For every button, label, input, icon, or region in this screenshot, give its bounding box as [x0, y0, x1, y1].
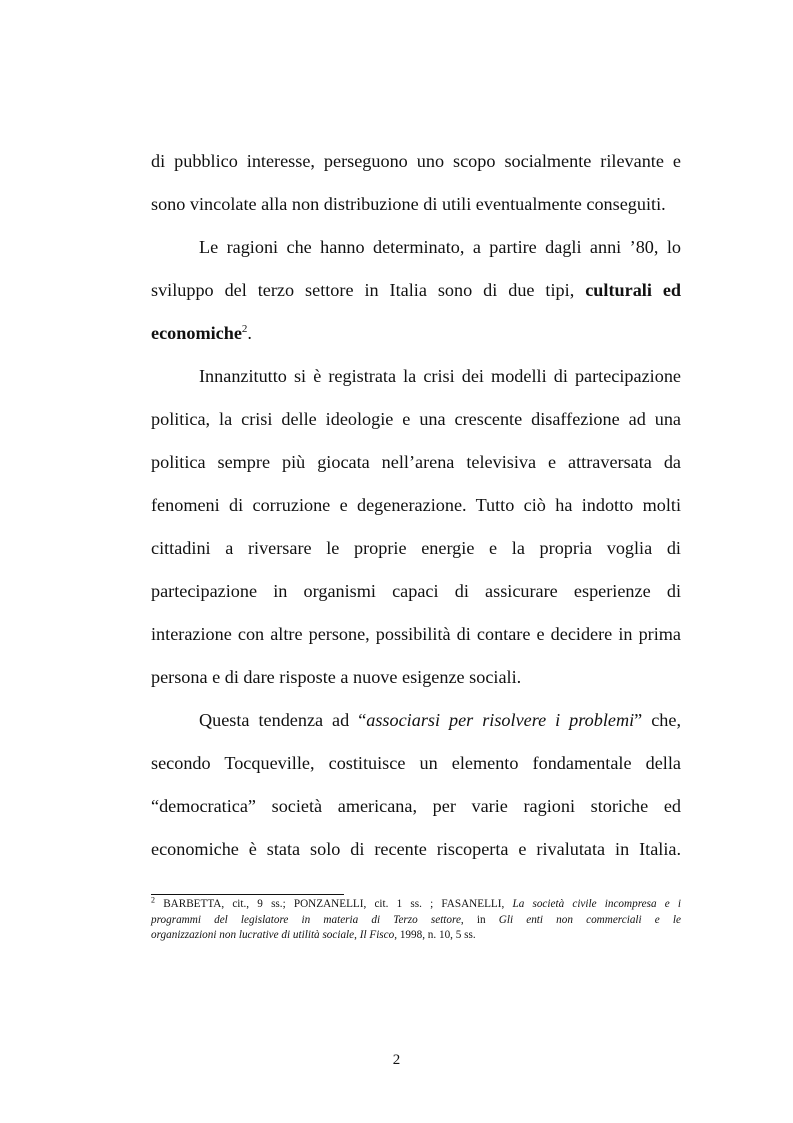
text-line: politica, la crisi delle ideologie e una crescente disaffezione ad una: [151, 409, 681, 429]
text-line: interazione con altre persone, possibilità di contare e decidere in prima: [151, 624, 681, 644]
text-span: ” che,: [634, 710, 681, 730]
italic-text: programmi del legislatore in materia di Terzo settore: [151, 913, 461, 926]
bold-text: economiche: [151, 323, 242, 343]
text-line: cittadini a riversare le proprie energie e la propria voglia di: [151, 538, 681, 558]
text-line: Le ragioni che hanno determinato, a partire dagli anni ’80, lo: [199, 237, 681, 257]
text-line: di pubblico interesse, perseguono uno scopo socialmente rilevante e: [151, 151, 681, 171]
text-line: politica sempre più giocata nell’arena televisiva e attraversata da: [151, 452, 681, 472]
text-line: “democratica” società americana, per varie ragioni storiche ed: [151, 796, 681, 816]
text-line: economiche è stata solo di recente riscoperta e rivalutata in Italia.: [151, 839, 681, 859]
text-line: secondo Tocqueville, costituisce un elemento fondamentale della: [151, 753, 681, 773]
text-span: , in: [460, 913, 499, 926]
text-line: partecipazione in organismi capaci di assicurare esperienze di: [151, 581, 681, 601]
italic-text: organizzazioni non lucrative di utilità sociale: [151, 929, 355, 941]
text-span: sviluppo del terzo settore in Italia sono di due tipi,: [151, 280, 575, 300]
text-span: BARBETTA, cit., 9 ss.; PONZANELLI, cit. 1 ss. ; FASANELLI,: [155, 898, 513, 910]
footnotes: [151, 897, 681, 944]
footnote-line: [151, 897, 681, 913]
text-span: , 1998, n. 10, 5 ss.: [394, 929, 476, 941]
text-span: Questa tendenza ad “: [199, 710, 367, 730]
text-line: sono vincolate alla non distribuzione di utili eventualmente conseguiti.: [151, 194, 666, 214]
footnote-separator: [151, 894, 344, 895]
footnote-line: [151, 913, 681, 929]
italic-text: Gli enti non commerciali e le: [498, 913, 682, 926]
italic-text: La società civile incompresa e i: [512, 898, 681, 910]
text-line: persona e di dare risposte a nuove esigenze sociali.: [151, 667, 522, 687]
text-line: [151, 269, 681, 312]
italic-text: Il Fisco: [359, 929, 395, 941]
bold-text: culturali ed: [585, 280, 682, 300]
text-line: Innanzitutto si è registrata la crisi dei modelli di partecipazione: [199, 366, 681, 386]
footnote-mark: 2: [151, 895, 155, 905]
page-number: 2: [392, 1052, 401, 1068]
footnote-line: [151, 928, 681, 944]
footnote-ref[interactable]: 2: [241, 322, 248, 335]
text-span: .: [247, 323, 252, 343]
text-line: [151, 312, 681, 355]
text-line: [151, 699, 681, 742]
text-line: fenomeni di corruzione e degenerazione. Tutto ciò ha indotto molti: [151, 495, 681, 515]
text-span: ,: [354, 929, 360, 941]
main-text: [151, 140, 681, 871]
italic-text: associarsi per risolvere i problemi: [366, 710, 635, 730]
